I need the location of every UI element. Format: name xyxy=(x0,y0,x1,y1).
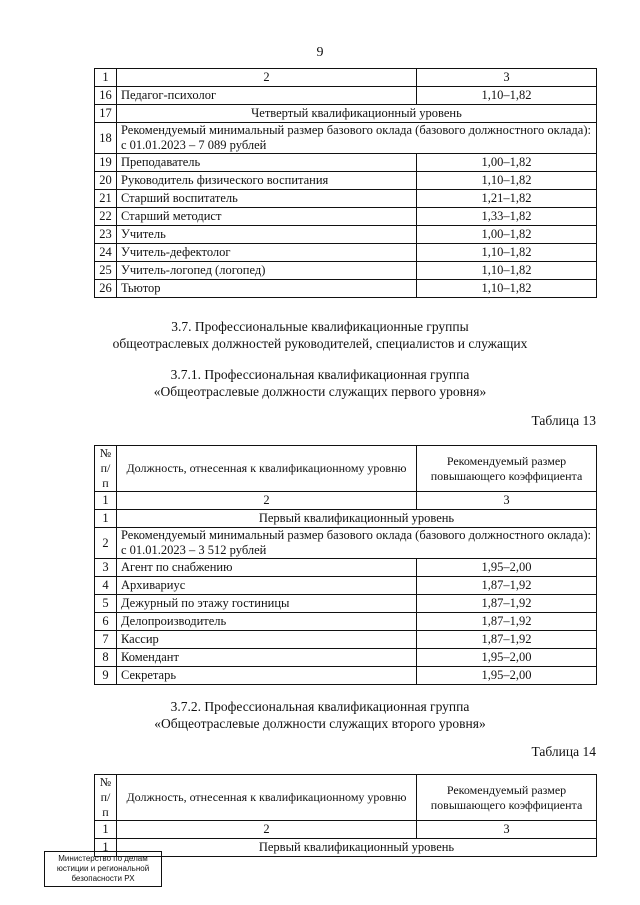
column-number: 3 xyxy=(417,821,597,839)
header-coefficient: Рекомендуемый размер повышающего коэффициента xyxy=(417,446,597,492)
row-number: 5 xyxy=(95,595,117,613)
table-header-row xyxy=(95,446,597,492)
position-name: Учитель xyxy=(117,226,417,244)
coefficient-value: 1,00–1,82 xyxy=(417,226,597,244)
row-number: 4 xyxy=(95,577,117,595)
table-number-row xyxy=(95,492,597,510)
header-number: № п/п xyxy=(95,775,117,821)
header-position: Должность, отнесенная к квалификационному уровню xyxy=(117,446,417,492)
column-number: 1 xyxy=(95,821,117,839)
table-row xyxy=(95,577,597,595)
row-number: 25 xyxy=(95,262,117,280)
table-row xyxy=(95,649,597,667)
table-13 xyxy=(94,445,597,685)
table-row xyxy=(95,208,597,226)
position-name: Учитель-логопед (логопед) xyxy=(117,262,417,280)
positions-table-continued xyxy=(94,68,597,298)
heading-line: 3.7.2. Профессиональная квалификационная группа xyxy=(170,699,470,714)
coefficient-value: 1,87–1,92 xyxy=(417,595,597,613)
position-name: Дежурный по этажу гостиницы xyxy=(117,595,417,613)
row-number: 22 xyxy=(95,208,117,226)
stamp-line: юстиции и региональной xyxy=(56,864,150,873)
row-number: 24 xyxy=(95,244,117,262)
coefficient-value: 1,87–1,92 xyxy=(417,577,597,595)
row-number: 18 xyxy=(95,123,117,154)
table-row xyxy=(95,154,597,172)
table-row xyxy=(95,280,597,298)
position-name: Учитель-дефектолог xyxy=(117,244,417,262)
column-number: 1 xyxy=(95,492,117,510)
stamp-line: безопасности РХ xyxy=(71,874,135,883)
row-number: 2 xyxy=(95,528,117,559)
position-name: Агент по снабжению xyxy=(117,559,417,577)
table-number-row xyxy=(95,69,597,87)
heading-line: общеотраслевых должностей руководителей, специалистов и служащих xyxy=(112,336,528,351)
ministry-stamp xyxy=(44,851,162,887)
table-row xyxy=(95,631,597,649)
row-number: 17 xyxy=(95,105,117,123)
header-number: № п/п xyxy=(95,446,117,492)
row-number: 23 xyxy=(95,226,117,244)
table-row xyxy=(95,595,597,613)
position-name: Старший методист xyxy=(117,208,417,226)
qualification-level: Четвертый квалификационный уровень xyxy=(117,105,597,123)
coefficient-value: 1,95–2,00 xyxy=(417,667,597,685)
row-number: 19 xyxy=(95,154,117,172)
table-row xyxy=(95,123,597,154)
table-row xyxy=(95,190,597,208)
coefficient-value: 1,95–2,00 xyxy=(417,559,597,577)
coefficient-value: 1,87–1,92 xyxy=(417,631,597,649)
heading-line: 3.7. Профессиональные квалификационные группы xyxy=(171,319,469,334)
position-name: Руководитель физического воспитания xyxy=(117,172,417,190)
row-number: 6 xyxy=(95,613,117,631)
position-name: Архивариус xyxy=(117,577,417,595)
header-position: Должность, отнесенная к квалификационному уровню xyxy=(117,775,417,821)
column-number: 2 xyxy=(117,69,417,87)
base-salary-note: Рекомендуемый минимальный размер базового оклада (базового должностного оклада): с 01.01.2023 – 3 512 рублей xyxy=(117,528,597,559)
section-heading-3-7-2 xyxy=(0,698,640,732)
table-header-row xyxy=(95,775,597,821)
table-14 xyxy=(94,774,597,857)
table-row xyxy=(95,244,597,262)
coefficient-value: 1,00–1,82 xyxy=(417,154,597,172)
position-name: Преподаватель xyxy=(117,154,417,172)
position-name: Секретарь xyxy=(117,667,417,685)
section-heading-3-7 xyxy=(0,318,640,352)
position-name: Старший воспитатель xyxy=(117,190,417,208)
heading-line: «Общеотраслевые должности служащих второго уровня» xyxy=(154,716,486,731)
coefficient-value: 1,10–1,82 xyxy=(417,172,597,190)
row-number: 21 xyxy=(95,190,117,208)
table-row xyxy=(95,262,597,280)
table-row xyxy=(95,87,597,105)
column-number: 2 xyxy=(117,492,417,510)
position-name: Кассир xyxy=(117,631,417,649)
table-row xyxy=(95,510,597,528)
coefficient-value: 1,95–2,00 xyxy=(417,649,597,667)
table-14-caption: Таблица 14 xyxy=(531,744,596,759)
position-name: Делопроизводитель xyxy=(117,613,417,631)
row-number: 1 xyxy=(95,839,117,857)
row-number: 9 xyxy=(95,667,117,685)
table-row xyxy=(95,667,597,685)
table-row xyxy=(95,528,597,559)
column-number: 3 xyxy=(417,492,597,510)
heading-line: 3.7.1. Профессиональная квалификационная группа xyxy=(170,367,470,382)
row-number: 1 xyxy=(95,510,117,528)
table-13-caption: Таблица 13 xyxy=(531,413,596,428)
heading-line: «Общеотраслевые должности служащих первого уровня» xyxy=(153,384,487,399)
coefficient-value: 1,10–1,82 xyxy=(417,262,597,280)
table-row xyxy=(95,839,597,857)
table-number-row xyxy=(95,821,597,839)
table-row xyxy=(95,172,597,190)
coefficient-value: 1,21–1,82 xyxy=(417,190,597,208)
table-row xyxy=(95,613,597,631)
column-number: 2 xyxy=(117,821,417,839)
section-heading-3-7-1 xyxy=(0,366,640,400)
page-number: 9 xyxy=(316,45,324,60)
position-name: Комендант xyxy=(117,649,417,667)
qualification-level: Первый квалификационный уровень xyxy=(117,510,597,528)
base-salary-note: Рекомендуемый минимальный размер базового оклада (базового должностного оклада): с 01.01.2023 – 7 089 рублей xyxy=(117,123,597,154)
row-number: 26 xyxy=(95,280,117,298)
row-number: 16 xyxy=(95,87,117,105)
row-number: 20 xyxy=(95,172,117,190)
stamp-line: Министерство по делам xyxy=(58,854,148,863)
table-row xyxy=(95,105,597,123)
table-row xyxy=(95,559,597,577)
row-number: 8 xyxy=(95,649,117,667)
position-name: Педагог-психолог xyxy=(117,87,417,105)
header-coefficient: Рекомендуемый размер повышающего коэффициента xyxy=(417,775,597,821)
coefficient-value: 1,87–1,92 xyxy=(417,613,597,631)
row-number: 3 xyxy=(95,559,117,577)
qualification-level: Первый квалификационный уровень xyxy=(117,839,597,857)
coefficient-value: 1,33–1,82 xyxy=(417,208,597,226)
position-name: Тьютор xyxy=(117,280,417,298)
table-row xyxy=(95,226,597,244)
row-number: 7 xyxy=(95,631,117,649)
coefficient-value: 1,10–1,82 xyxy=(417,244,597,262)
coefficient-value: 1,10–1,82 xyxy=(417,280,597,298)
column-number: 3 xyxy=(417,69,597,87)
column-number: 1 xyxy=(95,69,117,87)
coefficient-value: 1,10–1,82 xyxy=(417,87,597,105)
